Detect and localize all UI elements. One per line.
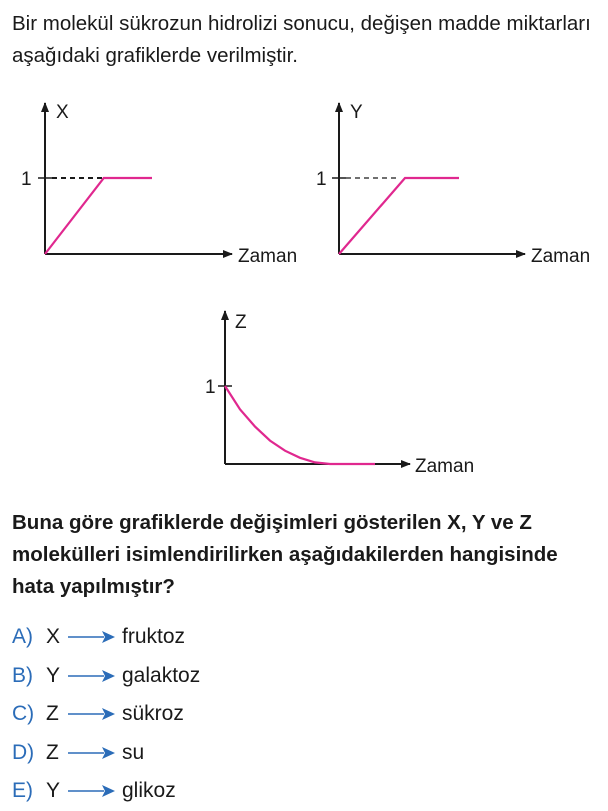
y-axis-label: Y xyxy=(350,102,363,123)
choice-letter: D) xyxy=(12,740,35,764)
y-tick-label: 1 xyxy=(21,169,32,190)
choice-name: fruktoz xyxy=(122,625,186,649)
series-line xyxy=(225,386,375,464)
choice-name: glikoz xyxy=(122,779,176,803)
arrow-right-icon xyxy=(66,784,116,798)
graph-z xyxy=(205,311,474,477)
choice-b[interactable] xyxy=(12,657,200,696)
choice-letter: C) xyxy=(12,702,35,726)
choice-molecule: Z xyxy=(46,740,59,764)
arrow-right-icon xyxy=(66,669,116,683)
arrow-right-icon xyxy=(66,746,116,760)
series-line xyxy=(45,178,152,254)
series-line xyxy=(339,178,459,254)
graph-x xyxy=(21,102,297,267)
choice-molecule: X xyxy=(46,625,61,649)
choice-molecule: Y xyxy=(46,663,61,687)
choice-letter: A) xyxy=(12,625,33,649)
answer-choices xyxy=(12,618,200,811)
x-axis-label: Zaman xyxy=(415,456,475,477)
choice-e[interactable] xyxy=(12,772,200,811)
arrow-right-icon xyxy=(66,707,116,721)
choice-letter: B) xyxy=(12,663,33,687)
intro-text: Bir molekül sükrozun hidrolizi sonucu, değişen madde miktarları aşağıdaki grafiklerde verilmiştir. xyxy=(12,12,591,67)
choice-letter: E) xyxy=(12,779,33,803)
choice-name: su xyxy=(122,740,145,764)
choice-molecule: Z xyxy=(46,702,59,726)
question-text: Buna göre grafiklerde değişimleri gösterilen X, Y ve Z molekülleri isimlendirilirken aşağıdakilerden hangisinde hata yapılmıştır? xyxy=(12,511,558,598)
graph-y xyxy=(316,102,590,267)
y-axis-label: X xyxy=(56,102,69,123)
arrow-right-icon xyxy=(66,630,116,644)
y-axis-label: Z xyxy=(235,312,247,333)
y-tick-label: 1 xyxy=(316,169,327,190)
choice-a[interactable] xyxy=(12,618,200,657)
choice-name: sükroz xyxy=(122,702,184,726)
choice-name: galaktoz xyxy=(122,663,201,687)
x-axis-label: Zaman xyxy=(531,246,591,267)
choice-d[interactable] xyxy=(12,734,200,773)
y-tick-label: 1 xyxy=(205,377,216,398)
choice-c[interactable] xyxy=(12,695,200,734)
x-axis-label: Zaman xyxy=(238,246,298,267)
choice-molecule: Y xyxy=(46,779,61,803)
